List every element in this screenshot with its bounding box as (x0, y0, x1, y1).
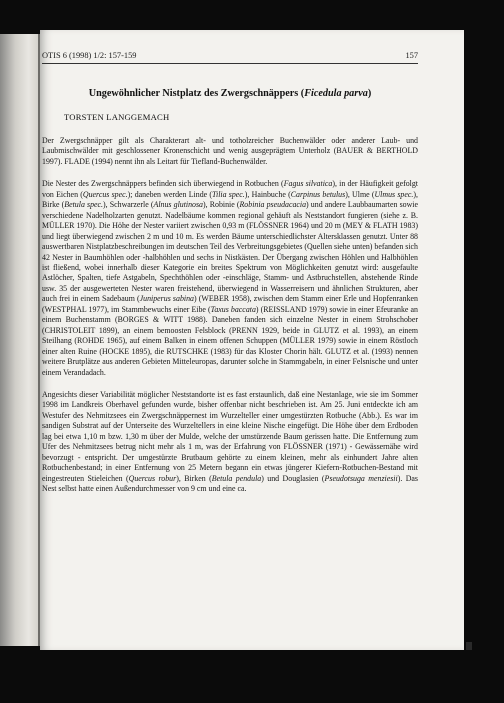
journal-citation: OTIS 6 (1998) 1/2: 157-159 (42, 51, 137, 60)
page-number: 157 (405, 51, 418, 60)
paragraph-3: Angesichts dieser Variabilität möglicher Neststandorte ist es fast erstaunlich, daß eine Nestanlage, wie sie im Sommer 1998 im Landkreis Oberhavel gefunden wurde, bisher offenbar nicht beschrieben ist. Am 25. Juni entdeckte ich am Westufer des Nehmitzsees ein Zwergschnäppernest im Wurzelteller einer umgestürzten Rotbuche (Abb.). Es war im sandigen Substrat auf der Unterseite des Wurzeltellers in eine kleine Nische eingefügt. Die Höhe über dem Erdboden lag bei etwa 1,10 m bzw. 1,30 m über der Mulde, welche der umstürzende Baum gerissen hatte. Die Entfernung zum Ufer des Nehmitzsees betrug nicht mehr als 1 m, was der Erfahrung von FLÖSSNER (1971) - Gewässernähe wird bevorzugt - entspricht. Der umgestürzte Brutbaum gehörte zu einem kleinen, mehr als einhundert Jahre alten Rotbuchenbestand; in einer Entfernung von 25 Metern begann ein etwas jüngerer Kiefern-Rotbuchen-Bestand mit eingestreuten Stieleichen (Quercus robur), Birken (Betula pendula) und Douglasien (Pseudotsuga menziesii). Das Nest selbst hatte einen Außendurchmesser von 9 cm und eine ca. (42, 389, 418, 494)
paragraph-2: Die Nester des Zwergschnäppers befinden sich überwiegend in Rotbuchen (Fagus silvatica), in der Häufigkeit gefolgt von Eichen (Quercus spec.); daneben werden Linde (Tilia spec.), Hainbuche (Carpinus betulus), Ulme (Ulmus spec.), Birke (Betula spec.), Schwarzerle (Alnus glutinosa), Robinie (Robinia pseudacacia) und andere Laubbaumarten sowie verschiedene Nadelholzarten genutzt. Nadelbäume kommen regional gehäuft als Neststandort fungieren (siehe z. B. MÜLLER 1970). Die Höhe der Nester variiert zwischen 0,93 m (FLÖSSNER 1964) und 20 m (MEY & FLATH 1983) und liegt überwiegend zwischen 2 m und 10 m. Es werden Bäume unterschiedlichster Altersklassen genutzt. Unter 88 auswertbaren Nistplatzbeschreibungen im deutschen Teil des Verbreitungsgebietes (Quellen siehe unten) befanden sich 42 Nester in Baumhöhlen oder -halbhöhlen und sechs in Nistkästen. Der Übergang zwischen Höhlen und Halbhöhlen ist fließend, wobei innerhalb dieser Kategorie ein breites Spektrum von Möglichkeiten genutzt wird: ausgefaulte Astlöcher, Spalten, tiefe Astgabeln, Spechthöhlen oder -einschläge, Stamm- und Astbruchstellen, abstehende Rinde usw. 35 der ausgewerteten Nester waren freistehend, überwiegend in Wasserreisern und ähnlichen Strukturen, aber auch frei in einem Sadebaum (Juniperus sabina) (WEBER 1958), zwischen dem Stamm einer Erle und Hopfenranken (WESTPHAL 1977), im Stammbewuchs einer Eibe (Taxus baccata) (REISSLAND 1979) sowie in einer Efeuranke an einem Buchenstamm (BORGES & WITT 1988). Daneben fanden sich einzelne Nester in einem Strohschober (CHRISTOLEIT 1899), an einem bemoosten Felsblock (PRENN 1929, beide in GLUTZ et al. 1993), an einem Steilhang (ROHDE 1965), auf einem Balken in einem offenen Schuppen (MÜLLER 1979) sowie in einem Röstloch einer alten Ruine (HOCKE 1895), die RUTSCHKE (1983) für das Kloster Chorin hält. GLUTZ et al. (1993) nennen weitere Brutplätze aus anderen Gebieten Mitteleuropas, darunter solche in Stammgabeln, in einer Felsnische und unter einem Verandadach. (42, 179, 418, 377)
book-spine (0, 34, 38, 646)
article-title: Ungewöhnlicher Nistplatz des Zwergschnäppers (Ficedula parva) (88, 88, 372, 99)
paragraph-1: Der Zwergschnäpper gilt als Charakterart alt- und totholzreicher Buchenwälder oder anderer Laub- und Laubmischwälder mit geschlossener Kronenschicht und wenig ausgeprägtem Unterholz (BAUER & BERTHOLD 1997). FLADE (1994) nennt ihn als Leitart für Tiefland-Buchenwälder. (42, 136, 418, 166)
article-body (42, 136, 418, 505)
article-author: TORSTEN LANGGEMACH (64, 112, 170, 122)
header-rule (42, 63, 418, 64)
page-marker (466, 642, 472, 650)
